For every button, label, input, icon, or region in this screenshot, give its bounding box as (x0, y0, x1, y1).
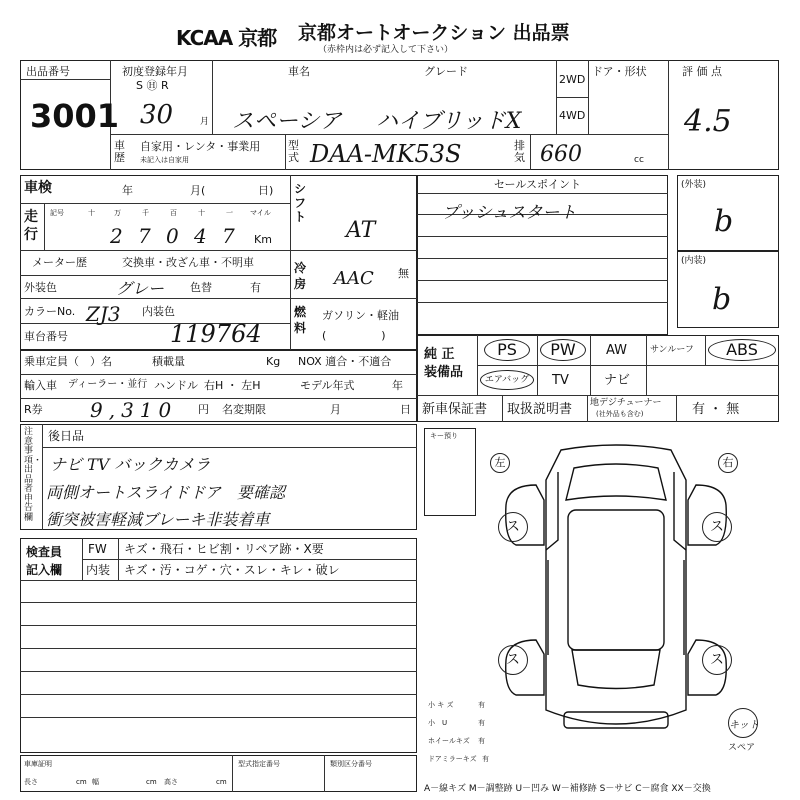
equip-aw: AW (606, 343, 628, 358)
chassis-label: 車台番号 (24, 330, 68, 343)
equip-tv: TV (552, 373, 569, 388)
model-year-unit: 年 (392, 379, 403, 392)
ac-none: 無 (398, 267, 409, 280)
name-change-label: 名変期限 (222, 403, 266, 416)
legend-minor-dent: 小 U (428, 719, 448, 727)
lot-number: 3001 (30, 97, 120, 135)
handle-label: ハンドル (154, 379, 198, 392)
model-code: DAA-MK53S (310, 140, 462, 168)
import-label: 輸入車 (24, 379, 57, 392)
mileage-header-2: 万 (114, 209, 121, 217)
sales-point-text: プッシュスタート (442, 203, 577, 223)
shift-value: AT (346, 218, 376, 243)
equip-sunroof: サンルーフ (650, 345, 694, 355)
fuel-label: 燃料 (294, 305, 307, 335)
width-label: 幅 (92, 778, 99, 786)
mileage-digit-1: 2 (110, 224, 123, 248)
lot-number-label: 出品番号 (26, 65, 70, 78)
kcaa-logo (176, 22, 288, 48)
inspector-label: 検査員 記入欄 (26, 545, 63, 577)
mileage-header-0: 記号 (50, 209, 64, 217)
color-change-value: 有 (250, 281, 261, 294)
damage-mark-front-right (702, 512, 732, 542)
history-note: 未記入は自家用 (140, 156, 189, 164)
length-cm: cm (76, 778, 87, 786)
equip-pw (540, 339, 586, 361)
equip-pw-label: PW (550, 340, 576, 359)
mileage-header-4: 百 (170, 209, 177, 217)
key-box (424, 428, 476, 516)
notes-label: 注意事項・出品者申告欄 (24, 427, 43, 523)
meter-options: 交換車・改ざん車・不明車 (122, 256, 254, 269)
digital-note: (社外品も含む) (596, 410, 644, 418)
equipment-label: 純 正 装備品 (424, 347, 464, 380)
inspection-label: 車検 (24, 180, 52, 196)
height-label: 高さ (164, 778, 178, 786)
spare-kit-mark (728, 708, 758, 738)
model-label: 型式 (288, 139, 299, 164)
proof-label: 車庫証明 (24, 760, 52, 768)
interior-grade: b (712, 282, 732, 317)
page-note: （赤枠内は必ず記入して下さい） (318, 45, 454, 55)
load-unit: Kg (266, 355, 281, 368)
equip-ps (484, 339, 530, 361)
mileage-header-1: 十 (88, 209, 95, 217)
spare-kit-label: キット (729, 720, 759, 731)
grade: ハイブリッドX (376, 109, 522, 134)
length-label: 長さ (24, 778, 38, 786)
notes-title: 後日品 (48, 429, 85, 443)
width-cm: cm (146, 778, 157, 786)
equip-abs-label: ABS (726, 340, 758, 359)
legend-wheel-scratch: ホイールキズ (428, 737, 470, 745)
inspector-interior-text: キズ・汚・コゲ・穴・スレ・キレ・破レ (124, 563, 340, 577)
exterior-grade-label: (外装) (681, 180, 707, 190)
score: 4.5 (684, 104, 732, 139)
cc-unit: cc (634, 155, 644, 165)
model-year-label: モデル年式 (300, 379, 355, 392)
score-label: 評 価 点 (682, 65, 722, 78)
displacement: 660 (540, 142, 582, 167)
car-name-label: 車名 (288, 65, 310, 78)
inspection-year: 年 (122, 184, 133, 197)
type-no-label: 型式指定番号 (238, 760, 280, 768)
legend-mirror-scratch: ドアミラーキズ (428, 755, 477, 763)
grade-label: グレード (424, 65, 468, 78)
equip-abs (708, 339, 776, 361)
mileage-digit-2: 7 (138, 224, 151, 248)
recycle-label: R券 (24, 403, 43, 416)
fuel-options: ガソリン・軽油 (322, 309, 399, 322)
name-change-day: 日 (400, 403, 411, 416)
exterior-color: グレー (116, 279, 165, 298)
color-no: ZJ3 (86, 302, 121, 326)
damage-mark-rear-right (702, 645, 732, 675)
notes-line-1: ナビ TV バックカメラ (50, 455, 211, 474)
load-label: 積載量 (152, 355, 185, 368)
first-reg-year: 30 (140, 100, 174, 130)
recycle-yen: 円 (198, 403, 209, 416)
legend-minor-dent-mark: 有 (478, 719, 485, 727)
color-change-label: 色替 (190, 281, 212, 294)
damage-mark-front-left-label: ス (506, 519, 520, 535)
name-change-month: 月 (330, 403, 341, 416)
interior-grade-label: (内装) (681, 256, 707, 266)
km-unit: Km (254, 233, 272, 246)
damage-mark-rear-left (498, 645, 528, 675)
ac-value: AAC (334, 268, 374, 289)
meter-label: メーター歴 (32, 256, 87, 269)
page-title: 京都オートオークション 出品票 (298, 22, 570, 44)
digital-label: 地デジチューナー (590, 398, 662, 408)
first-reg-label: 初度登録年月 (122, 65, 188, 78)
mileage-header-7: マイル (250, 209, 271, 217)
notes-line-3: 衝突被害軽減ブレーキ非装着車 (46, 510, 270, 529)
exterior-color-label: 外装色 (24, 281, 57, 294)
damage-mark-front-right-label: ス (710, 519, 724, 535)
drive-2wd: 2WD (559, 73, 586, 86)
inspector-fw: FW (88, 542, 107, 556)
car-name: スペーシア (232, 109, 342, 134)
equip-airbag-label: エアバッグ (484, 375, 530, 385)
mileage-header-5: 十 (198, 209, 205, 217)
interior-color-label: 内装色 (142, 305, 175, 318)
left-side-label: 左 (494, 456, 506, 469)
digital-yes-no: 有 ・ 無 (692, 402, 740, 417)
class-no-label: 類別区分番号 (330, 760, 372, 768)
warranty-label: 新車保証書 (422, 402, 488, 417)
drive-4wd: 4WD (559, 109, 586, 122)
key-label: キー預り (430, 432, 458, 440)
legend-wheel-scratch-mark: 有 (478, 737, 485, 745)
inspector-fw-text: キズ・飛石・ヒビ割・リペア跡・X要 (124, 542, 324, 556)
legend-minor-scratch-mark: 有 (478, 701, 485, 709)
mileage-digit-4: 4 (194, 224, 207, 248)
equip-airbag (480, 370, 534, 390)
sales-point-label: セールスポイント (494, 178, 582, 191)
car-diagram (496, 440, 736, 740)
notes-line-2: 両側オートスライドドア 要確認 (46, 483, 285, 502)
nox-options: NOX 適合・不適合 (298, 355, 392, 368)
mileage-header-6: 一 (226, 209, 233, 217)
mileage-digit-3: 0 (166, 224, 179, 248)
inspector-interior: 内装 (86, 563, 111, 577)
equip-ps-label: PS (497, 340, 517, 359)
legend-mirror-scratch-mark: 有 (482, 755, 489, 763)
mileage-label: 走行 (24, 209, 38, 243)
manual-label: 取扱説明書 (507, 402, 573, 417)
displacement-label: 排気 (514, 139, 525, 164)
mileage-digit-5: 7 (222, 224, 235, 248)
history-options: 自家用・レンタ・事業用 (140, 140, 261, 153)
equip-navi: ナビ (604, 373, 631, 388)
height-cm: cm (216, 778, 227, 786)
door-shape-label: ドア・形状 (592, 65, 647, 78)
mileage-header-3: 千 (142, 209, 149, 217)
month-unit: 月 (200, 117, 210, 127)
inspection-day: 日) (258, 184, 274, 197)
era-options: S Ⓗ R (136, 79, 169, 92)
spare-label: スペア (728, 743, 756, 753)
damage-mark-front-left (498, 512, 528, 542)
dealer-options: ディーラー・並行 (68, 379, 148, 390)
inspection-month: 月( (190, 184, 206, 197)
fuel-paren: ( ) (322, 329, 386, 342)
ac-label: 冷房 (294, 261, 307, 291)
right-side-label: 右 (722, 456, 734, 469)
chassis-number: 119764 (170, 320, 262, 348)
handle-options: 右H ・ 左H (204, 379, 261, 392)
damage-mark-rear-right-label: ス (710, 652, 724, 668)
capacity-label: 乗車定員（ ）名 (24, 355, 112, 368)
recycle-amount: 9,310 (90, 398, 178, 422)
damage-legend: A－線キズ M－調整跡 U－凹み W－補修跡 S－サビ C－腐食 XX－交換 (424, 784, 711, 794)
shift-label: シフト (294, 182, 307, 224)
exterior-grade: b (714, 204, 734, 239)
color-no-label: カラーNo. (24, 305, 76, 318)
logo-text: KCAA 京都 (176, 26, 277, 50)
history-label: 車歴 (114, 139, 125, 164)
legend-minor-scratch: 小 キ ズ (428, 701, 454, 709)
damage-mark-rear-left-label: ス (506, 652, 520, 668)
